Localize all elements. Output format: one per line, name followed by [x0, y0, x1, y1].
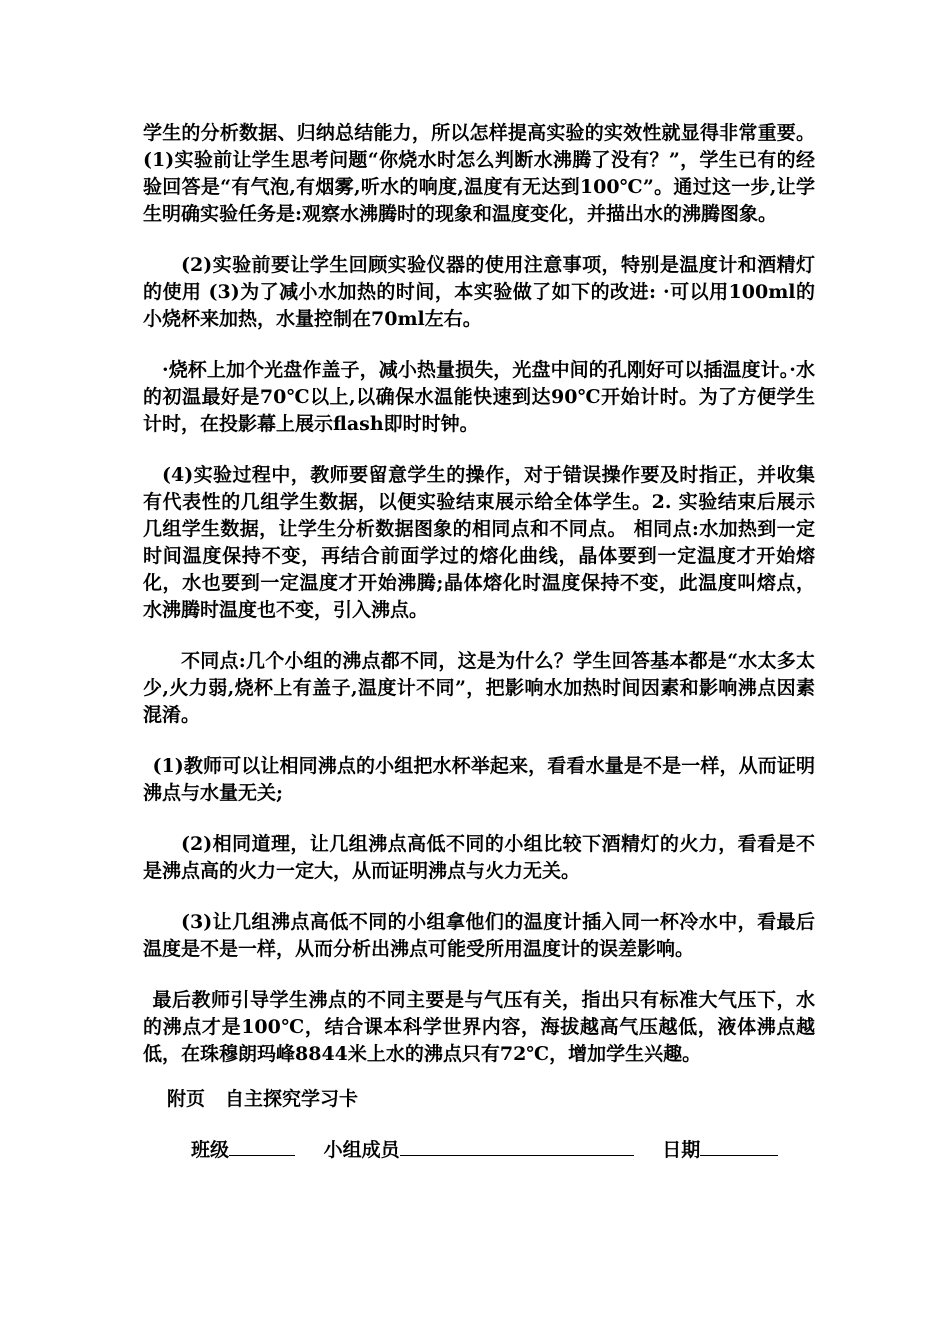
members-label: 小组成员	[323, 1139, 400, 1161]
learning-card-form	[191, 1135, 815, 1164]
paragraph-point-3: (3)让几组沸点高低不同的小组拿他们的温度计插入同一杯冷水中，看最后温度是不是一样，从而分析出沸点可能受所用温度计的误差影响。	[143, 911, 815, 960]
paragraph-point-1: (1)教师可以让相同沸点的小组把水杯举起来，看看水量是不是一样，从而证明沸点与水量无关;	[143, 755, 815, 804]
date-field	[662, 1139, 778, 1161]
paragraph-step-2-3: (2)实验前要让学生回顾实验仪器的使用注意事项，特别是温度计和酒精灯的使用 (3)为了减小水加热的时间，本实验做了如下的改进: ·可以用100ml的小烧杯来加热，水量控制在70ml左右。	[143, 254, 815, 330]
appendix-title: 自主探究学习卡	[225, 1088, 359, 1110]
paragraph-step-4: (4)实验过程中，教师要留意学生的操作，对于错误操作要及时指正，并收集有代表性的几组学生数据，以便实验结束展示给全体学生。2. 实验结束后展示几组学生数据，让学生分析数据图象的相同点和不同点。 相同点:水加热到一定时间温度保持不变，再结合前面学过的熔化曲线，晶体要到一定温度才开始熔化，水也要到一定温度才开始沸腾;晶体熔化时温度保持不变，此温度叫熔点，水沸腾时温度也不变，引入沸点。	[143, 464, 815, 621]
paragraph-difference: 不同点:几个小组的沸点都不同，这是为什么？学生回答基本都是“水太多太少,火力弱,烧杯上有盖子,温度计不同”，把影响水加热时间因素和影响沸点因素混淆。	[143, 650, 815, 726]
date-label: 日期	[662, 1139, 701, 1161]
paragraph-intro: 学生的分析数据、归纳总结能力，所以怎样提高实验的实效性就显得非常重要。(1)实验前让学生思考问题“你烧水时怎么判断水沸腾了没有？”，学生已有的经验回答是“有气泡,有烟雾,听水的响度,温度有无达到100℃”。通过这一步,让学生明确实验任务是:观察水沸腾时的现象和温度变化，并描出水的沸腾图象。	[143, 122, 815, 225]
appendix-heading	[167, 1086, 815, 1113]
paragraph-cover-plate: ·烧杯上加个光盘作盖子，减小热量损失，光盘中间的孔刚好可以插温度计。·水的初温最好是70℃以上,以确保水温能快速到达90℃开始计时。为了方便学生计时，在投影幕上展示flash即时时钟。	[143, 359, 815, 435]
members-blank[interactable]	[400, 1135, 634, 1156]
members-field	[324, 1139, 634, 1161]
paragraph-conclusion: 最后教师引导学生沸点的不同主要是与气压有关，指出只有标准大气压下，水的沸点才是100℃，结合课本科学世界内容，海拔越高气压越低，液体沸点越低，在珠穆朗玛峰8844米上水的沸点只有72℃，增加学生兴趣。	[143, 989, 815, 1065]
class-field	[191, 1139, 295, 1161]
class-label: 班级	[191, 1139, 230, 1161]
document-body	[143, 120, 815, 1164]
class-blank[interactable]	[229, 1135, 295, 1156]
date-blank[interactable]	[700, 1135, 778, 1156]
paragraph-point-2: (2)相同道理，让几组沸点高低不同的小组比较下酒精灯的火力，看看是不是沸点高的火力一定大，从而证明沸点与火力无关。	[143, 833, 815, 882]
appendix-label: 附页	[167, 1088, 206, 1110]
